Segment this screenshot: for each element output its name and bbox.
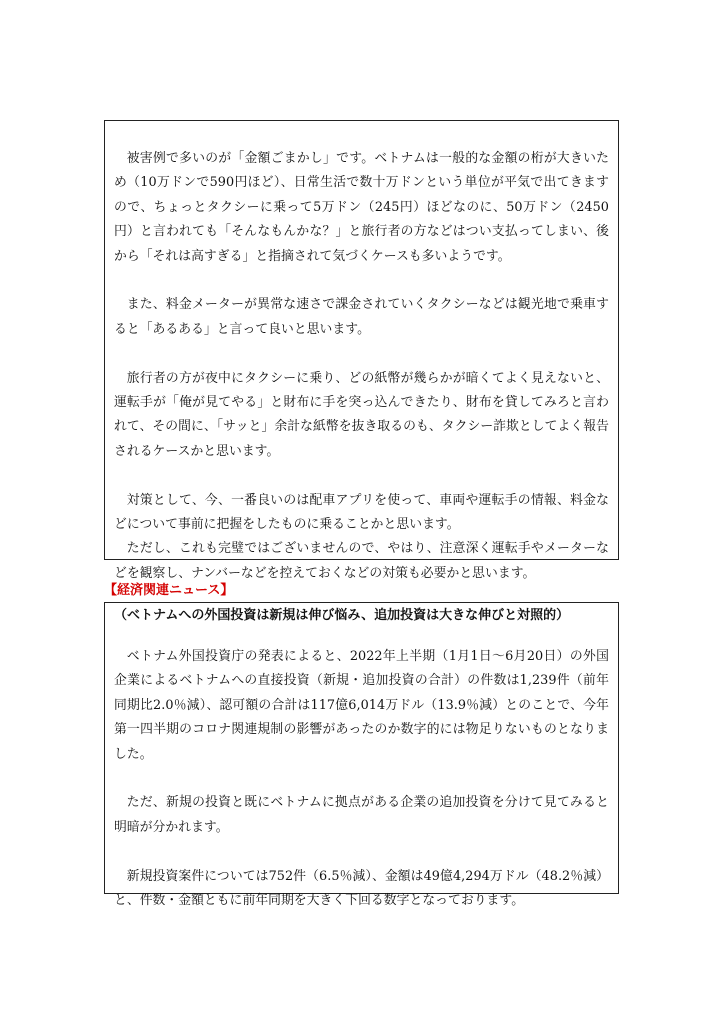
news-paragraph: 新規投資案件については752件（6.5％減）、金額は49億4,294万ドル（48.2％減）と、件数・金額ともに前年同期を大きく下回る数字となっております。 [114, 868, 609, 909]
article-paragraph: また、料金メーターが異常な速さで課金されていくタクシーなどは観光地で乗車すると「あるある」と言って良いと思います。 [114, 297, 609, 337]
economic-news-label: 【経済関連ニュース】 [104, 583, 234, 598]
paragraph-gap [114, 464, 609, 488]
paragraph-gap [114, 840, 609, 864]
taxi-scam-article-box [104, 120, 619, 581]
economic-news-box [104, 602, 619, 909]
news-subtitle: （ベトナムへの外国投資は新規は伸び悩み、追加投資は大きな伸びと対照的） [114, 608, 570, 623]
article-paragraph: ただし、これも完璧ではございませんので、やはり、注意深く運転手やメーターなどを観察し、ナンバーなどを控えておくなどの対策も必要かと思います。 [114, 541, 609, 581]
paragraph-gap [114, 269, 609, 293]
article-paragraph: 被害例で多いのが「金額ごまかし」です。ベトナムは一般的な金額の桁が大きいため（10万ドンで590円ほど）、日常生活で数十万ドンという単位が平気で出てきますので、ちょっとタクシーに乗って5万ドン（245円）ほどなのに、50万ドン（2450円）と言われても「そんなもんかな？」と旅行者の方などはつい支払ってしまい、後から「それは高すぎる」と指摘されて気づくケースも多いようです。 [114, 151, 609, 264]
paragraph-gap [114, 767, 609, 791]
paragraph-gap [114, 342, 609, 366]
article-paragraph: 旅行者の方が夜中にタクシーに乗り、どの紙幣が幾らかが暗くてよく見えないと、運転手が「俺が見てやる」と財布に手を突っ込んできたり、財布を貸してみろと言われて、その間に、「サッと」余計な紙幣を抜き取るのも、タクシー詐欺としてよく報告されるケースかと思います。 [114, 370, 609, 459]
article-paragraph: 対策として、今、一番良いのは配車アプリを使って、車両や運転手の情報、料金などについて事前に把握をしたものに乗ることかと思います。 [114, 492, 609, 533]
news-paragraph: ただ、新規の投資と既にベトナムに拠点がある企業の追加投資を分けて見てみると明暗が分かれます。 [114, 795, 609, 835]
news-paragraph: ベトナム外国投資庁の発表によると、2022年上半期（1月1日～6月20日）の外国企業によるベトナムへの直接投資（新規・追加投資の合計）の件数は1,239件（前年同期比2.0％減）、認可額の合計は117億6,014万ドル（13.9％減）とのことで、今年第一四半期のコロナ関連規制の影響があったのか数字的には物足りないものとなりました。 [114, 649, 609, 762]
